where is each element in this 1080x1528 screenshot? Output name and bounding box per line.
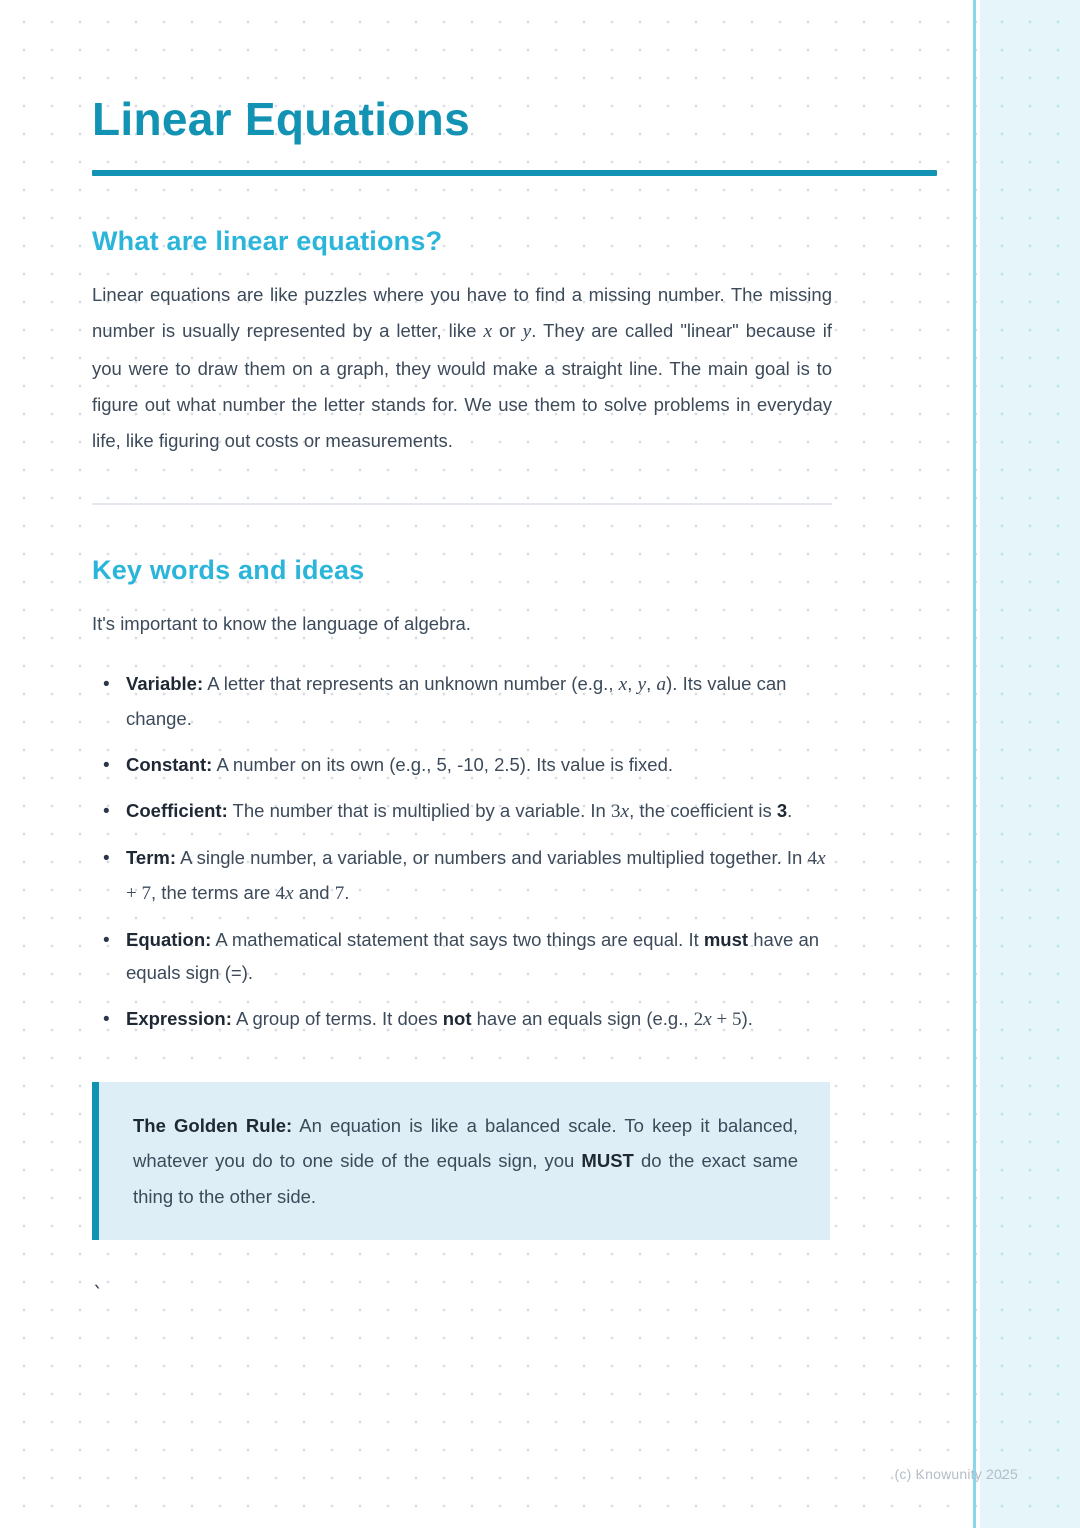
keyword-item: • Constant: A number on its own (e.g., 5, -10, 2.5). Its value is fixed.: [92, 749, 832, 782]
keyword-item: • Equation: A mathematical statement that says two things are equal. It must have an equals sign (=).: [92, 924, 832, 990]
keyword-item: • Term: A single number, a variable, or numbers and variables multiplied together. In 4x + 7, the terms are 4x and 7.: [92, 842, 832, 911]
decorative-right-stripe: [980, 0, 1080, 1528]
title-underline: [92, 170, 937, 176]
keywords-intro: It's important to know the language of algebra.: [92, 613, 471, 635]
section-divider: [92, 503, 832, 505]
page-content: [92, 92, 832, 1306]
section-heading-what-are-linear-equations: What are linear equations?: [92, 226, 443, 256]
golden-rule-callout: [92, 1082, 830, 1241]
keyword-item: • Expression: A group of terms. It does not have an equals sign (e.g., 2x + 5).: [92, 1003, 832, 1038]
section-heading-key-words: Key words and ideas: [92, 555, 365, 586]
intro-paragraph: Linear equations are like puzzles where you have to find a missing number. The missing number is usually represented by a letter, like x or y. They are called "linear" because if you were to draw them on a graph, they would make a straight line. The main goal is to figure out what number the letter stands for. We use them to solve problems in everyday life, like figuring out costs or measurements.: [92, 284, 832, 452]
stray-backtick: `: [92, 1282, 105, 1307]
decorative-stripe-line: [973, 0, 976, 1528]
keyword-item: • Coefficient: The number that is multiplied by a variable. In 3x, the coefficient is 3.: [92, 795, 832, 830]
golden-rule-text: The Golden Rule: An equation is like a balanced scale. To keep it balanced, whatever you do to one side of the equals sign, you MUST do the exact same thing to the other side.: [133, 1114, 799, 1207]
copyright-footer: (c) Knowunity 2025: [894, 1466, 1018, 1482]
keyword-list: [92, 668, 832, 1038]
keyword-item: • Variable: A letter that represents an unknown number (e.g., x, y, a). Its value can change.: [92, 668, 832, 735]
page-title: Linear Equations: [92, 93, 470, 145]
